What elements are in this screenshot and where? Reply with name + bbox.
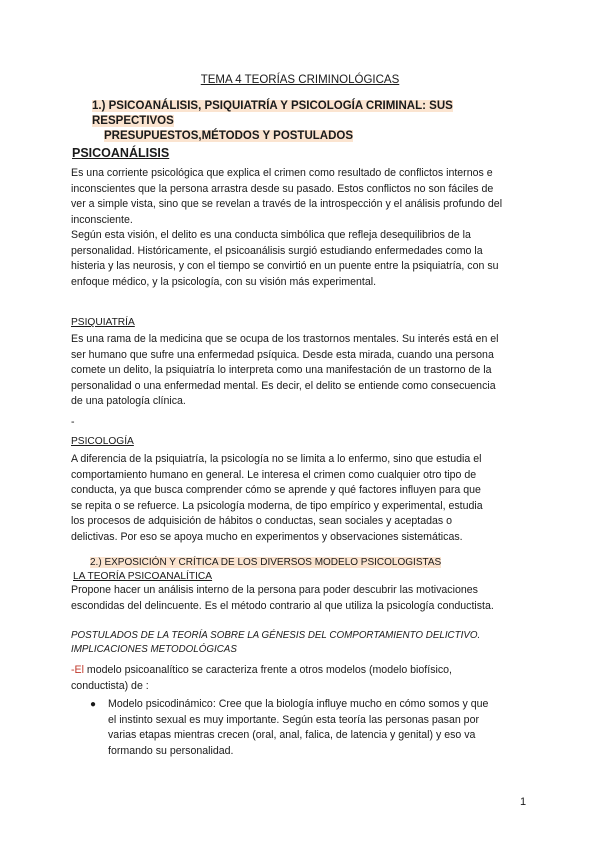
text-line: POSTULADOS DE LA TEORÍA SOBRE LA GÉNESIS DEL COMPORTAMIENTO DELICTIVO. (71, 630, 481, 641)
teoria-psicoanalitica-heading: LA TEORÍA PSICOANALÍTICA (73, 571, 213, 582)
text-line: Modelo psicodinámico: Cree que la biología influye mucho en cómo somos y que (108, 698, 489, 710)
text-line: conducta, ya que busca comprender cómo se aprende y qué factores influyen para que (71, 484, 481, 496)
text-line: enfoque médico, y la psicología, con su visión más experimental. (71, 275, 377, 288)
text-line: el instinto sexual es muy importante. Según esta teoría las personas pasan por (108, 713, 479, 726)
teoria-paragraph (71, 583, 531, 614)
section-1-heading (92, 99, 532, 144)
dash-separator: - (71, 416, 75, 428)
text-line: Es una rama de la medicina que se ocupa de los trastornos mentales. Su interés está en el (71, 333, 499, 345)
psicoanalisis-paragraph-1 (71, 166, 531, 228)
text-line: Es una corriente psicológica que explica el crimen como resultado de conflictos internos e (71, 167, 493, 179)
text-line: A diferencia de la psiquiatría, la psicología no se limita a lo enfermo, sino que estudia el (71, 453, 482, 465)
psicoanalisis-paragraph-2 (71, 228, 531, 290)
psicoanalisis-heading: PSICOANÁLISIS (72, 146, 170, 160)
text-line: formando su personalidad. (108, 744, 234, 757)
list-item (108, 697, 528, 759)
psiquiatria-heading: PSIQUIATRÍA (71, 317, 135, 328)
psicologia-heading: PSICOLOGÍA (71, 436, 134, 447)
text-line: comete un delito, la psiquiatría lo interpreta como una manifestación de un trastorno de la (71, 364, 492, 376)
text-line: personalidad. Históricamente, el psicoanálisis surgió estudiando enfermedades como la (71, 244, 483, 257)
section-1-line-1: 1.) PSICOANÁLISIS, PSIQUIATRÍA Y PSICOLOGÍA CRIMINAL: SUS RESPECTIVOS (92, 100, 453, 127)
text-line: inconscientes que la persona arrastra desde su pasado. Estos conflictos no son fáciles de (71, 182, 494, 195)
text-line: varias etapas mientras crecen (oral, anal, falica, de latencia y genital) y eso va (108, 729, 476, 741)
modelo-intro-paragraph (71, 663, 531, 694)
page-title: TEMA 4 TEORÍAS CRIMINOLÓGICAS (200, 74, 400, 86)
text-line: se repita o se refuerce. La psicología moderna, de tipo empírico y experimental, estudia (71, 499, 483, 512)
page-number: 1 (520, 796, 527, 808)
psicologia-paragraph (71, 452, 531, 545)
section-2-heading (90, 557, 441, 568)
section-1-line-2: PRESUPUESTOS,MÉTODOS Y POSTULADOS (104, 130, 354, 142)
bullet-icon: ● (90, 699, 97, 710)
text-line: Propone hacer un análisis interno de la persona para poder descubrir las motivaciones (71, 584, 478, 596)
text-line: los procesos de adquisición de hábitos o conductas, sean sociales y aceptadas o (71, 515, 453, 527)
text-line: escondidas del delincuente. Es el método contrario al que utiliza la psicología conductista. (71, 599, 494, 612)
text-line: delictivas. Por eso se apoya mucho en experimentos y observaciones sistemáticas. (71, 530, 463, 543)
postulados-heading (71, 629, 531, 657)
text-line: modelo psicoanalítico se caracteriza frente a otros modelos (modelo biofísico, (83, 664, 452, 676)
text-line: ser humano que sufre una enfermedad psíquica. Desde esta mirada, cuando una persona (71, 348, 494, 361)
psiquiatria-paragraph (71, 332, 531, 410)
red-prefix: -El (71, 664, 84, 676)
text-line: histeria y las neurosis, y con el tiempo se convirtió en un puente entre la psiquiatría, con su (71, 260, 499, 272)
text-line: ver a simple vista, sino que se revelan a través de la introspección y el análisis profundo del (71, 198, 503, 210)
text-line: conductista) de : (71, 679, 149, 692)
text-line: de una patología clínica. (71, 395, 186, 407)
text-line: personalidad o una enfermedad mental. Es decir, el delito se entiende como consecuencia (71, 379, 496, 392)
text-line: comportamiento humano en general. Le interesa el crimen como cualquier otro tipo de (71, 468, 477, 481)
text-line: Según esta visión, el delito es una conducta simbólica que refleja desequilibrios de la (71, 229, 471, 241)
text-line: inconsciente. (71, 213, 133, 226)
text-line: IMPLICACIONES METODOLÓGICAS (71, 644, 237, 655)
section-2-text: 2.) EXPOSICIÓN Y CRÍTICA DE LOS DIVERSOS MODELO PSICOLOGISTAS (90, 557, 442, 568)
